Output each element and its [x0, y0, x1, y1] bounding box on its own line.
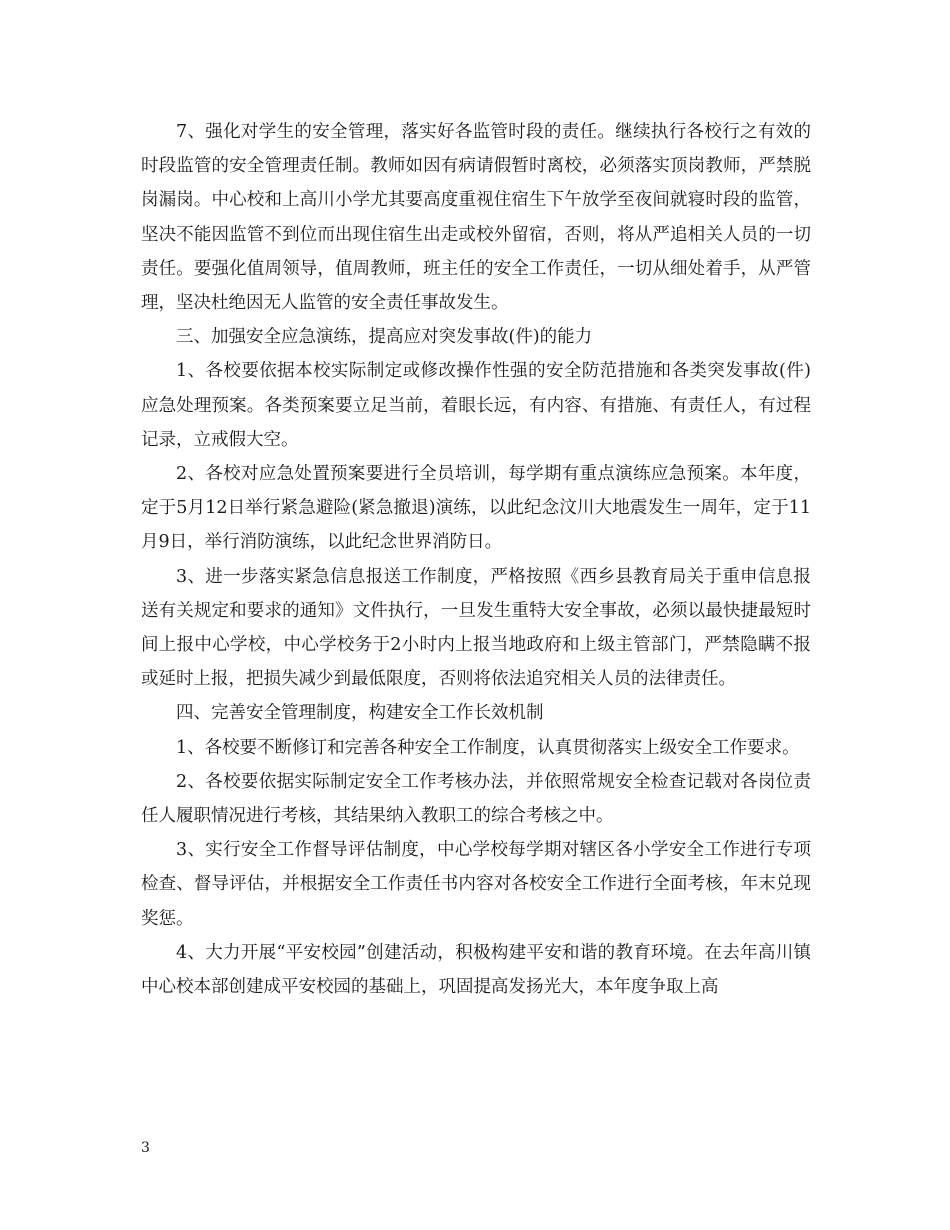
paragraph-item-7: 7、强化对学生的安全管理，落实好各监管时段的责任。继续执行各校行之有效的时段监管的安全管理责任制。教师如因有病请假暂时离校，必须落实顶岗教师，严禁脱岗漏岗。中心校和上高川小学尤其要高度重视住宿生下午放学至夜间就寝时段的监管，坚决不能因监管不到位而出现住宿生出走或校外留宿，否则，将从严追相关人员的一切责任。要强化值周领导，值周教师，班主任的安全工作责任，一切从细处着手，从严管理，坚决杜绝因无人监管的安全责任事故发生。	[141, 122, 811, 314]
paragraph-safety-rules: 1、各校要不断修订和完善各种安全工作制度，认真贯彻落实上级安全工作要求。	[176, 737, 800, 758]
section-heading-4: 四、完善安全管理制度，构建安全工作长效机制	[176, 703, 544, 724]
section-heading-3: 三、加强安全应急演练，提高应对突发事故(件)的能力	[176, 327, 593, 348]
paragraph-supervision: 3、实行安全工作督导评估制度，中心学校每学期对辖区各小学安全工作进行专项检查、督导评估，并根据安全工作责任书内容对各校安全工作进行全面考核，年末兑现奖惩。	[141, 840, 811, 929]
document-body	[141, 115, 811, 1004]
paragraph-emergency-plan: 1、各校要依据本校实际制定或修改操作性强的安全防范措施和各类突发事故(件)应急处理预案。各类预案要立足当前，着眼长远，有内容、有措施、有责任人，有过程记录，立戒假大空。	[141, 361, 811, 450]
paragraph-info-reporting: 3、进一步落实紧急信息报送工作制度，严格按照《西乡县教育局关于重申信息报送有关规定和要求的通知》文件执行，一旦发生重特大安全事故，必须以最快捷最短时间上报中心学校，中心学校务于2小时内上报当地政府和上级主管部门，严禁隐瞒不报或延时上报，把损失减少到最低限度，否则将依法追究相关人员的法律责任。	[141, 566, 811, 690]
paragraph-drill-training: 2、各校对应急处置预案要进行全员培训，每学期有重点演练应急预案。本年度，定于5月12日举行紧急避险(紧急撤退)演练，以此纪念汶川大地震发生一周年，定于11月9日，举行消防演练，以此纪念世界消防日。	[141, 464, 811, 553]
paragraph-assessment: 2、各校要依据实际制定安全工作考核办法，并依照常规安全检查记载对各岗位责任人履职情况进行考核，其结果纳入教职工的综合考核之中。	[141, 771, 811, 827]
paragraph-safe-campus: 4、大力开展“平安校园”创建活动，积极构建平安和谐的教育环境。在去年高川镇中心校本部创建成平安校园的基础上，巩固提高发扬光大，本年度争取上高	[141, 942, 811, 998]
page-number: 3	[141, 1140, 150, 1156]
